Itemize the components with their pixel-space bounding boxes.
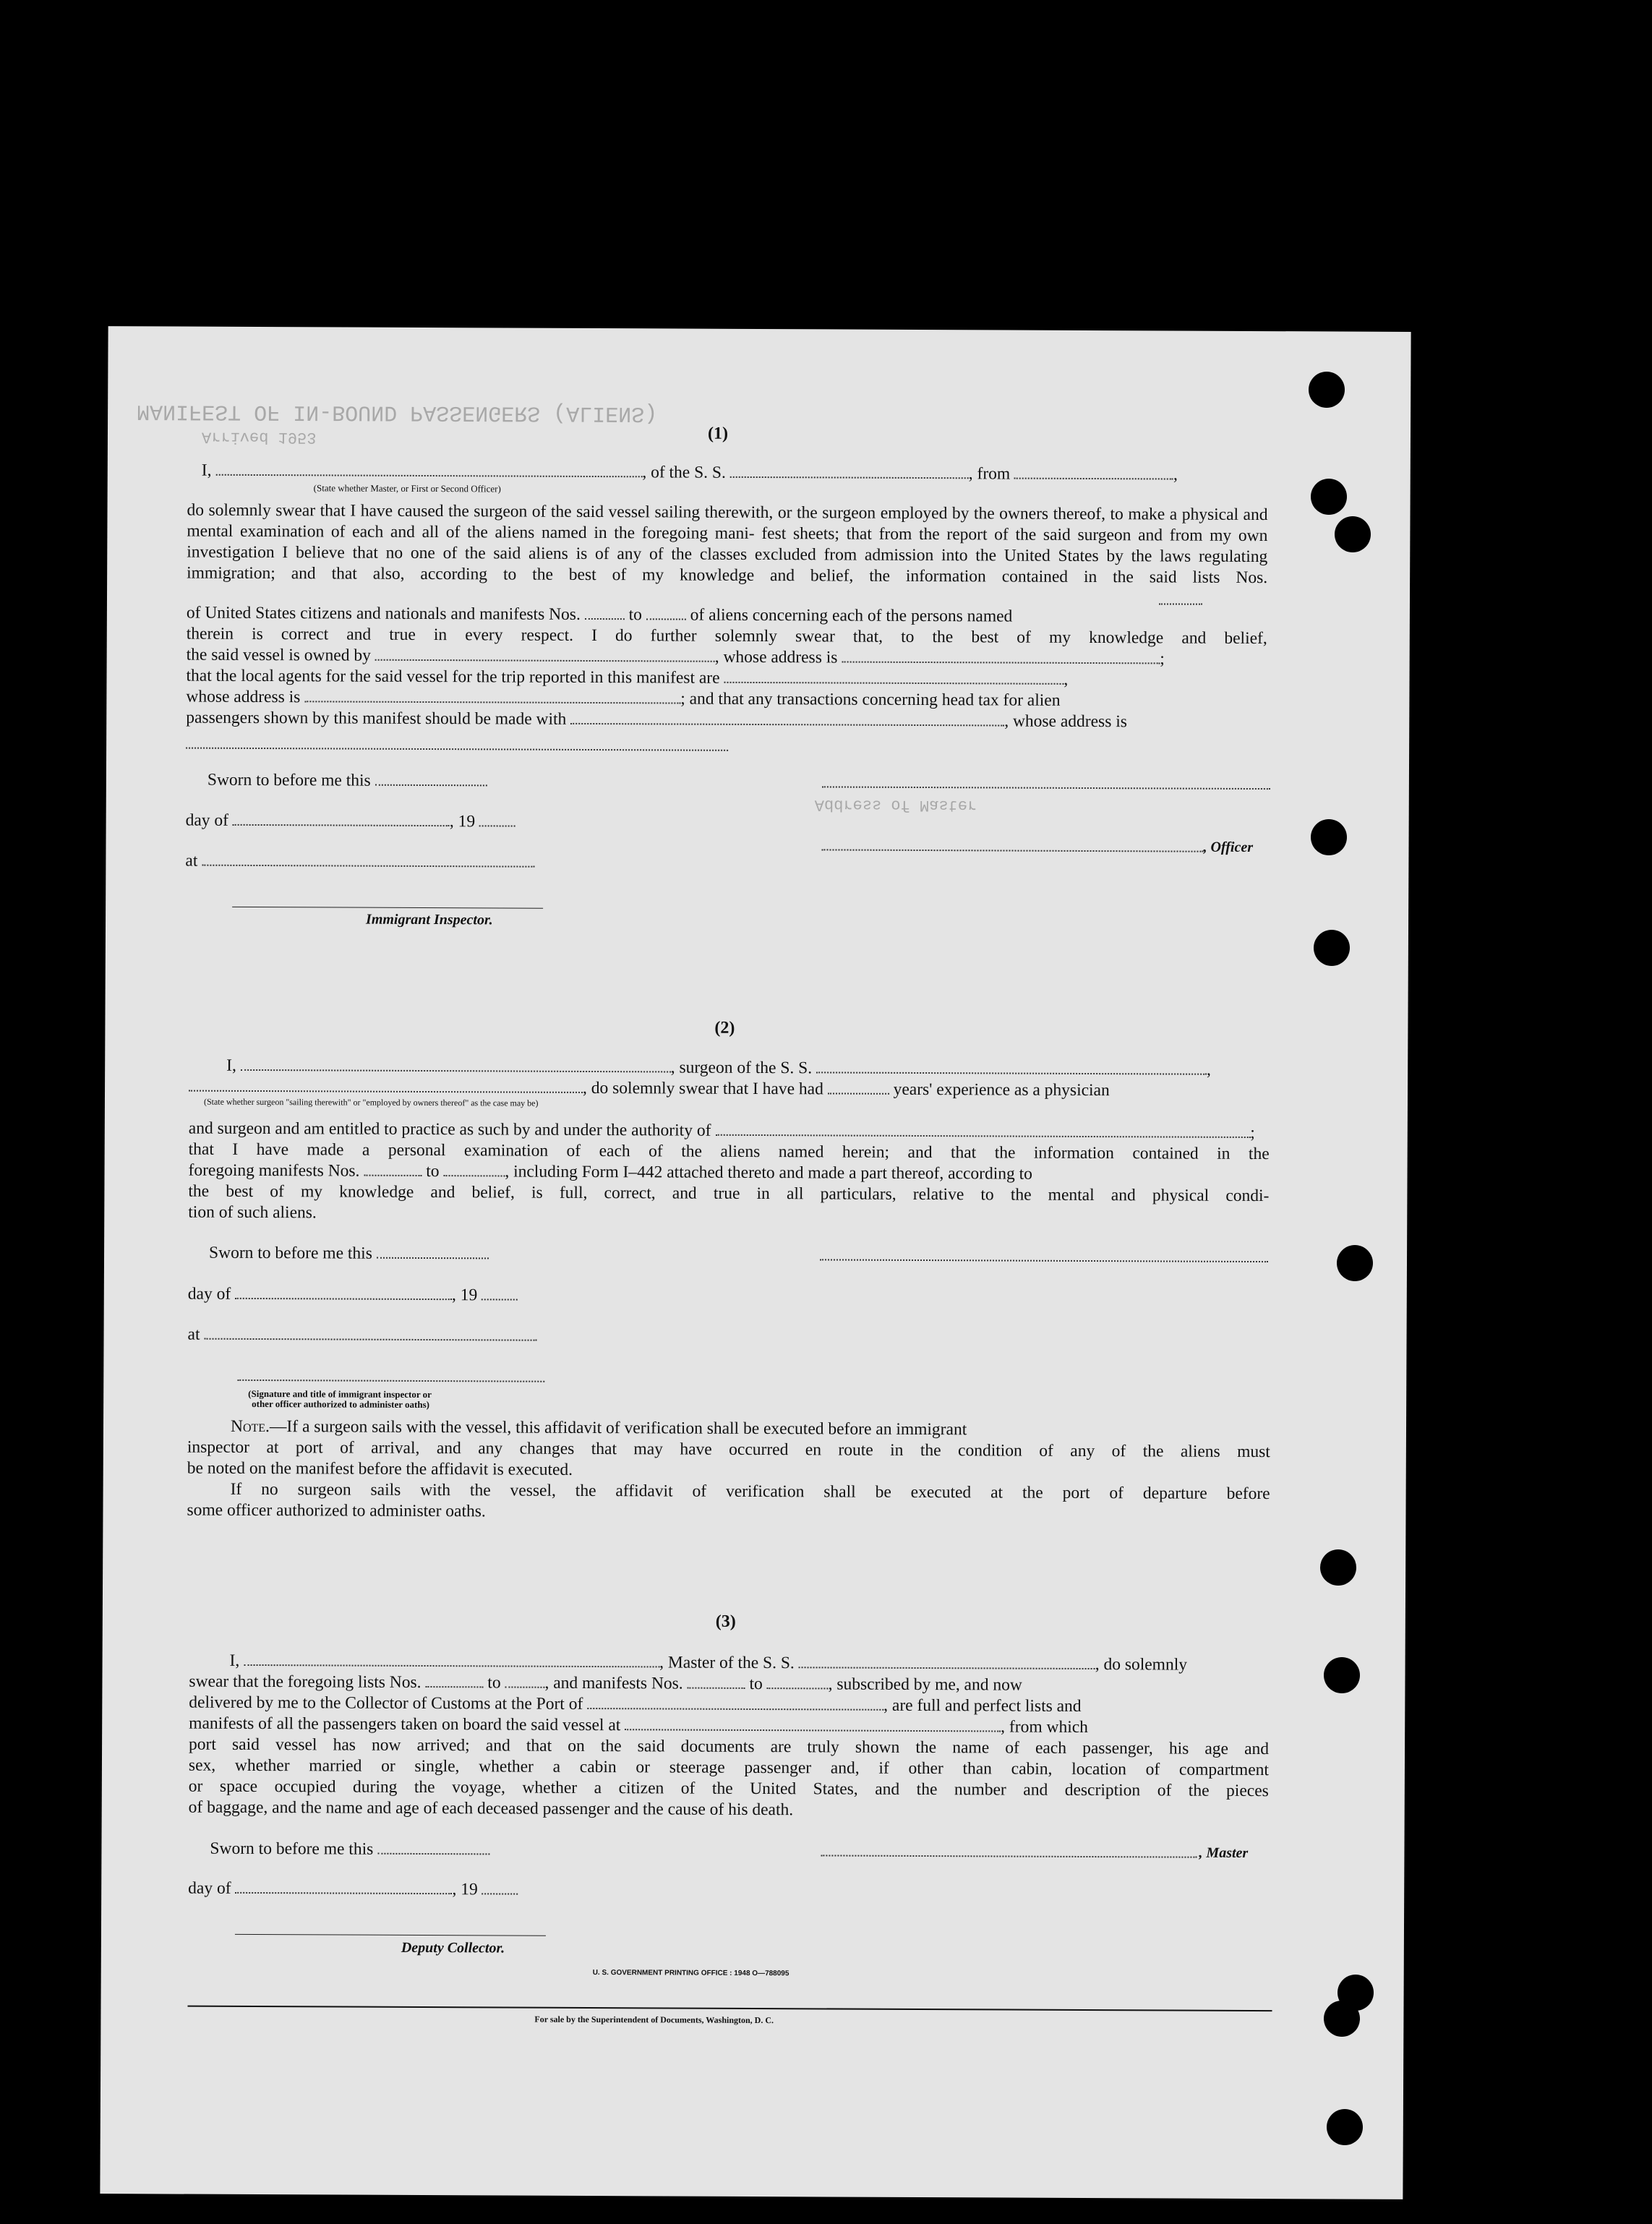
s2-inspector-sig-blank[interactable]: [237, 1380, 544, 1382]
s1-owner-blank[interactable]: [375, 659, 715, 662]
s1-year-blank[interactable]: [479, 825, 515, 826]
s1-lists-to-blank[interactable]: [1159, 603, 1202, 604]
s3-line-6: sex, whether married or single, whether a cabin or steerage passenger and, if other than cabin, location of compartment: [188, 1755, 1270, 1780]
s3-sworn: Sworn to before me this: [210, 1841, 489, 1859]
s1-line-owner: the said vessel is owned by , whose address is ;: [186, 645, 1165, 669]
s2-name-blank[interactable]: [241, 1069, 671, 1073]
section-3-number: (3): [715, 1612, 736, 1631]
s2-year-blank[interactable]: [482, 1299, 518, 1300]
s1-owner-address-blank[interactable]: [842, 662, 1160, 664]
s3-line-4: manifests of all the passengers taken on board the said vessel at , from which: [189, 1714, 1089, 1737]
s2-surgeon-sig: [820, 1247, 1268, 1266]
s1-at: at: [185, 853, 534, 872]
s1-day-of: day of , 19: [186, 813, 515, 831]
s1-line-headtax-cont: [186, 736, 728, 756]
s1-ship-blank[interactable]: [730, 476, 969, 479]
s2-line-aliens: tion of such aliens.: [188, 1202, 317, 1223]
s1-manifest-to-blank[interactable]: [646, 618, 686, 620]
s2-line-authority: and surgeon and am entitled to practice as such by and under the authority of ;: [188, 1119, 1255, 1143]
s2-surgeon-sig-blank[interactable]: [820, 1259, 1268, 1262]
s3-name-blank[interactable]: [244, 1664, 659, 1668]
s1-headtax-blank[interactable]: [570, 723, 1004, 727]
s1-line-agent-address: whose address is ; and that any transactions concerning head tax for alien: [186, 687, 1061, 710]
punch-hole: [1337, 1245, 1373, 1281]
s2-note-label: Note.: [230, 1416, 270, 1437]
punch-hole: [1311, 819, 1347, 855]
s1-line-headtax: passengers shown by this manifest should be made with , whose address is: [186, 708, 1127, 732]
s1-name-blank[interactable]: [215, 474, 642, 478]
s1-agents-blank[interactable]: [724, 682, 1063, 685]
s3-master-sig: [821, 1843, 1197, 1862]
s1-sworn: Sworn to before me this: [207, 772, 487, 790]
s1-port-blank[interactable]: [1014, 478, 1173, 480]
s3-line-8: of baggage, and the name and age of each deceased passenger and the cause of his death.: [188, 1797, 794, 1820]
s2-note-3: be noted on the manifest before the affidavit is executed.: [187, 1458, 573, 1479]
s1-line-therein: therein is correct and true in every respect. I do further solemnly swear that, to the best of my knowledge and belief,: [186, 624, 1267, 649]
s1-sworn-blank[interactable]: [375, 784, 487, 787]
s1-officer-label: , Officer: [1203, 839, 1254, 855]
manifest-page: [100, 326, 1411, 2199]
footer-rule: [188, 2006, 1272, 2012]
gpo-imprint: U. S. GOVERNMENT PRINTING OFFICE : 1948 O—788095: [592, 1969, 789, 1978]
s2-day-of: day of , 19: [188, 1286, 518, 1304]
s2-capacity-blank[interactable]: [189, 1090, 583, 1093]
s1-agent-address-blank[interactable]: [304, 701, 680, 703]
bleed-through-arrived: Arrived 1953: [201, 427, 317, 447]
s3-day-blank[interactable]: [235, 1892, 452, 1894]
s2-note-surgeon: (State whether surgeon "sailing therewith" or "employed by owners thereof" as the case may be): [203, 1096, 539, 1108]
s3-ship-blank[interactable]: [799, 1667, 1095, 1669]
s2-sworn-blank[interactable]: [377, 1257, 489, 1259]
s1-of-ss: , of the S. S.: [642, 463, 726, 482]
punch-hole: [1324, 1657, 1360, 1693]
s2-day-blank[interactable]: [235, 1298, 452, 1300]
s1-line-1: I, , of the S. S. , from ,: [201, 461, 1178, 484]
s3-manifests-to-blank[interactable]: [767, 1688, 829, 1689]
s3-deputy-rule: [235, 1934, 546, 1936]
punch-hole: [1320, 1549, 1356, 1586]
s1-officer-sig-line: [822, 774, 1270, 793]
sale-notice: For sale by the Superintendent of Documents, Washington, D. C.: [534, 2014, 774, 2026]
s3-line-2: swear that the foregoing lists Nos. to , and manifests Nos. to , subscribed by me, and now: [189, 1672, 1022, 1695]
punch-hole: [1327, 2109, 1363, 2145]
s2-inspector-sig: [237, 1368, 544, 1386]
s1-inspector-label: Immigrant Inspector.: [366, 911, 493, 928]
section-2-number: (2): [714, 1018, 735, 1038]
s1-i: I,: [201, 461, 212, 480]
s2-sig-note-1: (Signature and title of immigrant inspector or: [248, 1387, 432, 1400]
s2-sworn: Sworn to before me this: [209, 1245, 489, 1263]
s3-master-label: , Master: [1199, 1844, 1249, 1861]
s2-years-blank[interactable]: [828, 1092, 889, 1094]
s1-paragraph-1: do solemnly swear that I have caused the surgeon of the said vessel sailing therewith, or the surgeon employed by the owners thereof, to make a physical and mental examination of each and all of the aliens named in the foregoing mani- fest sheets; that from the report of the said surgeon and from my own investigation I believe that no one of the said aliens is of any of the classes excluded from admission into the United States by the laws regulating immigration; and that also, according to the best of my knowledge and belief, the information contained in the said lists Nos.: [187, 500, 1268, 588]
bleed-through-title: MANIFEST OF IN-BOUND PASSENGERS (ALIENS): [137, 398, 658, 426]
s3-line-5: port said vessel has now arrived; and that on the said documents are truly shown the name of each passenger, his age and: [189, 1735, 1270, 1759]
s2-at-blank[interactable]: [204, 1338, 536, 1341]
s1-note-master: (State whether Master, or First or Second Officer): [313, 482, 501, 495]
s1-at-blank[interactable]: [202, 865, 534, 868]
s3-deputy-label: Deputy Collector.: [401, 1939, 505, 1956]
section-1-number: (1): [707, 424, 729, 443]
s2-at: at: [188, 1327, 537, 1346]
s3-boarded-at-blank[interactable]: [625, 1729, 1001, 1732]
punch-hole: [1309, 372, 1345, 408]
s2-ship-blank[interactable]: [816, 1072, 1207, 1074]
punch-hole: [1324, 2001, 1360, 2037]
s2-manifest-from-blank[interactable]: [364, 1175, 421, 1176]
s2-note-4: If no surgeon sails with the vessel, the affidavit of verification shall be executed at the port of departure before: [230, 1479, 1270, 1504]
s3-lists-to-blank[interactable]: [505, 1686, 544, 1688]
s1-officer-top-blank[interactable]: [822, 786, 1270, 790]
s2-line-2: , do solemnly swear that I have had years' experience as a physician: [189, 1079, 1110, 1100]
s3-master-blank[interactable]: [821, 1855, 1197, 1857]
s2-authority-blank[interactable]: [715, 1134, 1250, 1138]
s2-line-examination: that I have made a personal examination of each of the aliens named herein; and that the information contained in the: [188, 1139, 1270, 1164]
s3-line-3: delivered by me to the Collector of Customs at the Port of , are full and perfect lists and: [189, 1693, 1082, 1716]
s3-line-1: I, , Master of the S. S. , do solemnly: [229, 1651, 1188, 1675]
s3-day-of: day of , 19: [188, 1881, 518, 1899]
s2-sig-note-2: other officer authorized to administer oaths): [252, 1398, 430, 1411]
s1-manifest-from-blank[interactable]: [585, 618, 625, 620]
punch-hole: [1314, 930, 1350, 966]
s2-line-manifests: foregoing manifests Nos. to , including Form I–442 attached thereto and made a part thereof, according to: [188, 1160, 1032, 1184]
s1-inspector-rule: [232, 907, 543, 909]
s1-from: , from: [968, 464, 1011, 484]
s1-day-blank[interactable]: [233, 824, 450, 826]
s2-note-5: some officer authorized to administer oaths.: [187, 1500, 486, 1521]
s1-line-citizens: of United States citizens and nationals and manifests Nos. to of aliens concerning each of the persons named: [186, 603, 1013, 626]
s2-manifest-to-blank[interactable]: [443, 1175, 505, 1176]
s1-lists-to: [1159, 591, 1202, 609]
punch-hole: [1311, 479, 1347, 515]
s1-officer-blank[interactable]: [821, 849, 1203, 852]
s2-note-1: Note.—If a surgeon sails with the vessel, this affidavit of verification shall be executed before an immigrant: [230, 1416, 967, 1440]
s3-port-blank[interactable]: [587, 1708, 883, 1711]
s3-line-7: or space occupied during the voyage, whether a citizen of the United States, and the number and description of the pieces: [188, 1776, 1269, 1801]
s3-lists-from-blank[interactable]: [425, 1686, 483, 1688]
s1-line-agents: that the local agents for the said vessel for the trip reported in this manifest are ,: [186, 666, 1069, 689]
s3-sworn-blank[interactable]: [377, 1853, 489, 1855]
s3-manifests-from-blank[interactable]: [688, 1688, 745, 1689]
s2-note-2: inspector at port of arrival, and any changes that may have occurred en route in the condition of any of the aliens must: [187, 1437, 1270, 1462]
s1-officer-line: [821, 837, 1203, 856]
s2-line-belief: the best of my knowledge and belief, is full, correct, and true in all particulars, relative to the mental and physical condi-: [188, 1181, 1270, 1206]
bleed-through-address: Address of Master: [814, 795, 977, 815]
punch-hole: [1335, 516, 1371, 552]
s1-headtax-address-blank[interactable]: [186, 748, 728, 751]
s2-line-1: I, , surgeon of the S. S. ,: [226, 1056, 1211, 1079]
s3-year-blank[interactable]: [482, 1893, 518, 1894]
